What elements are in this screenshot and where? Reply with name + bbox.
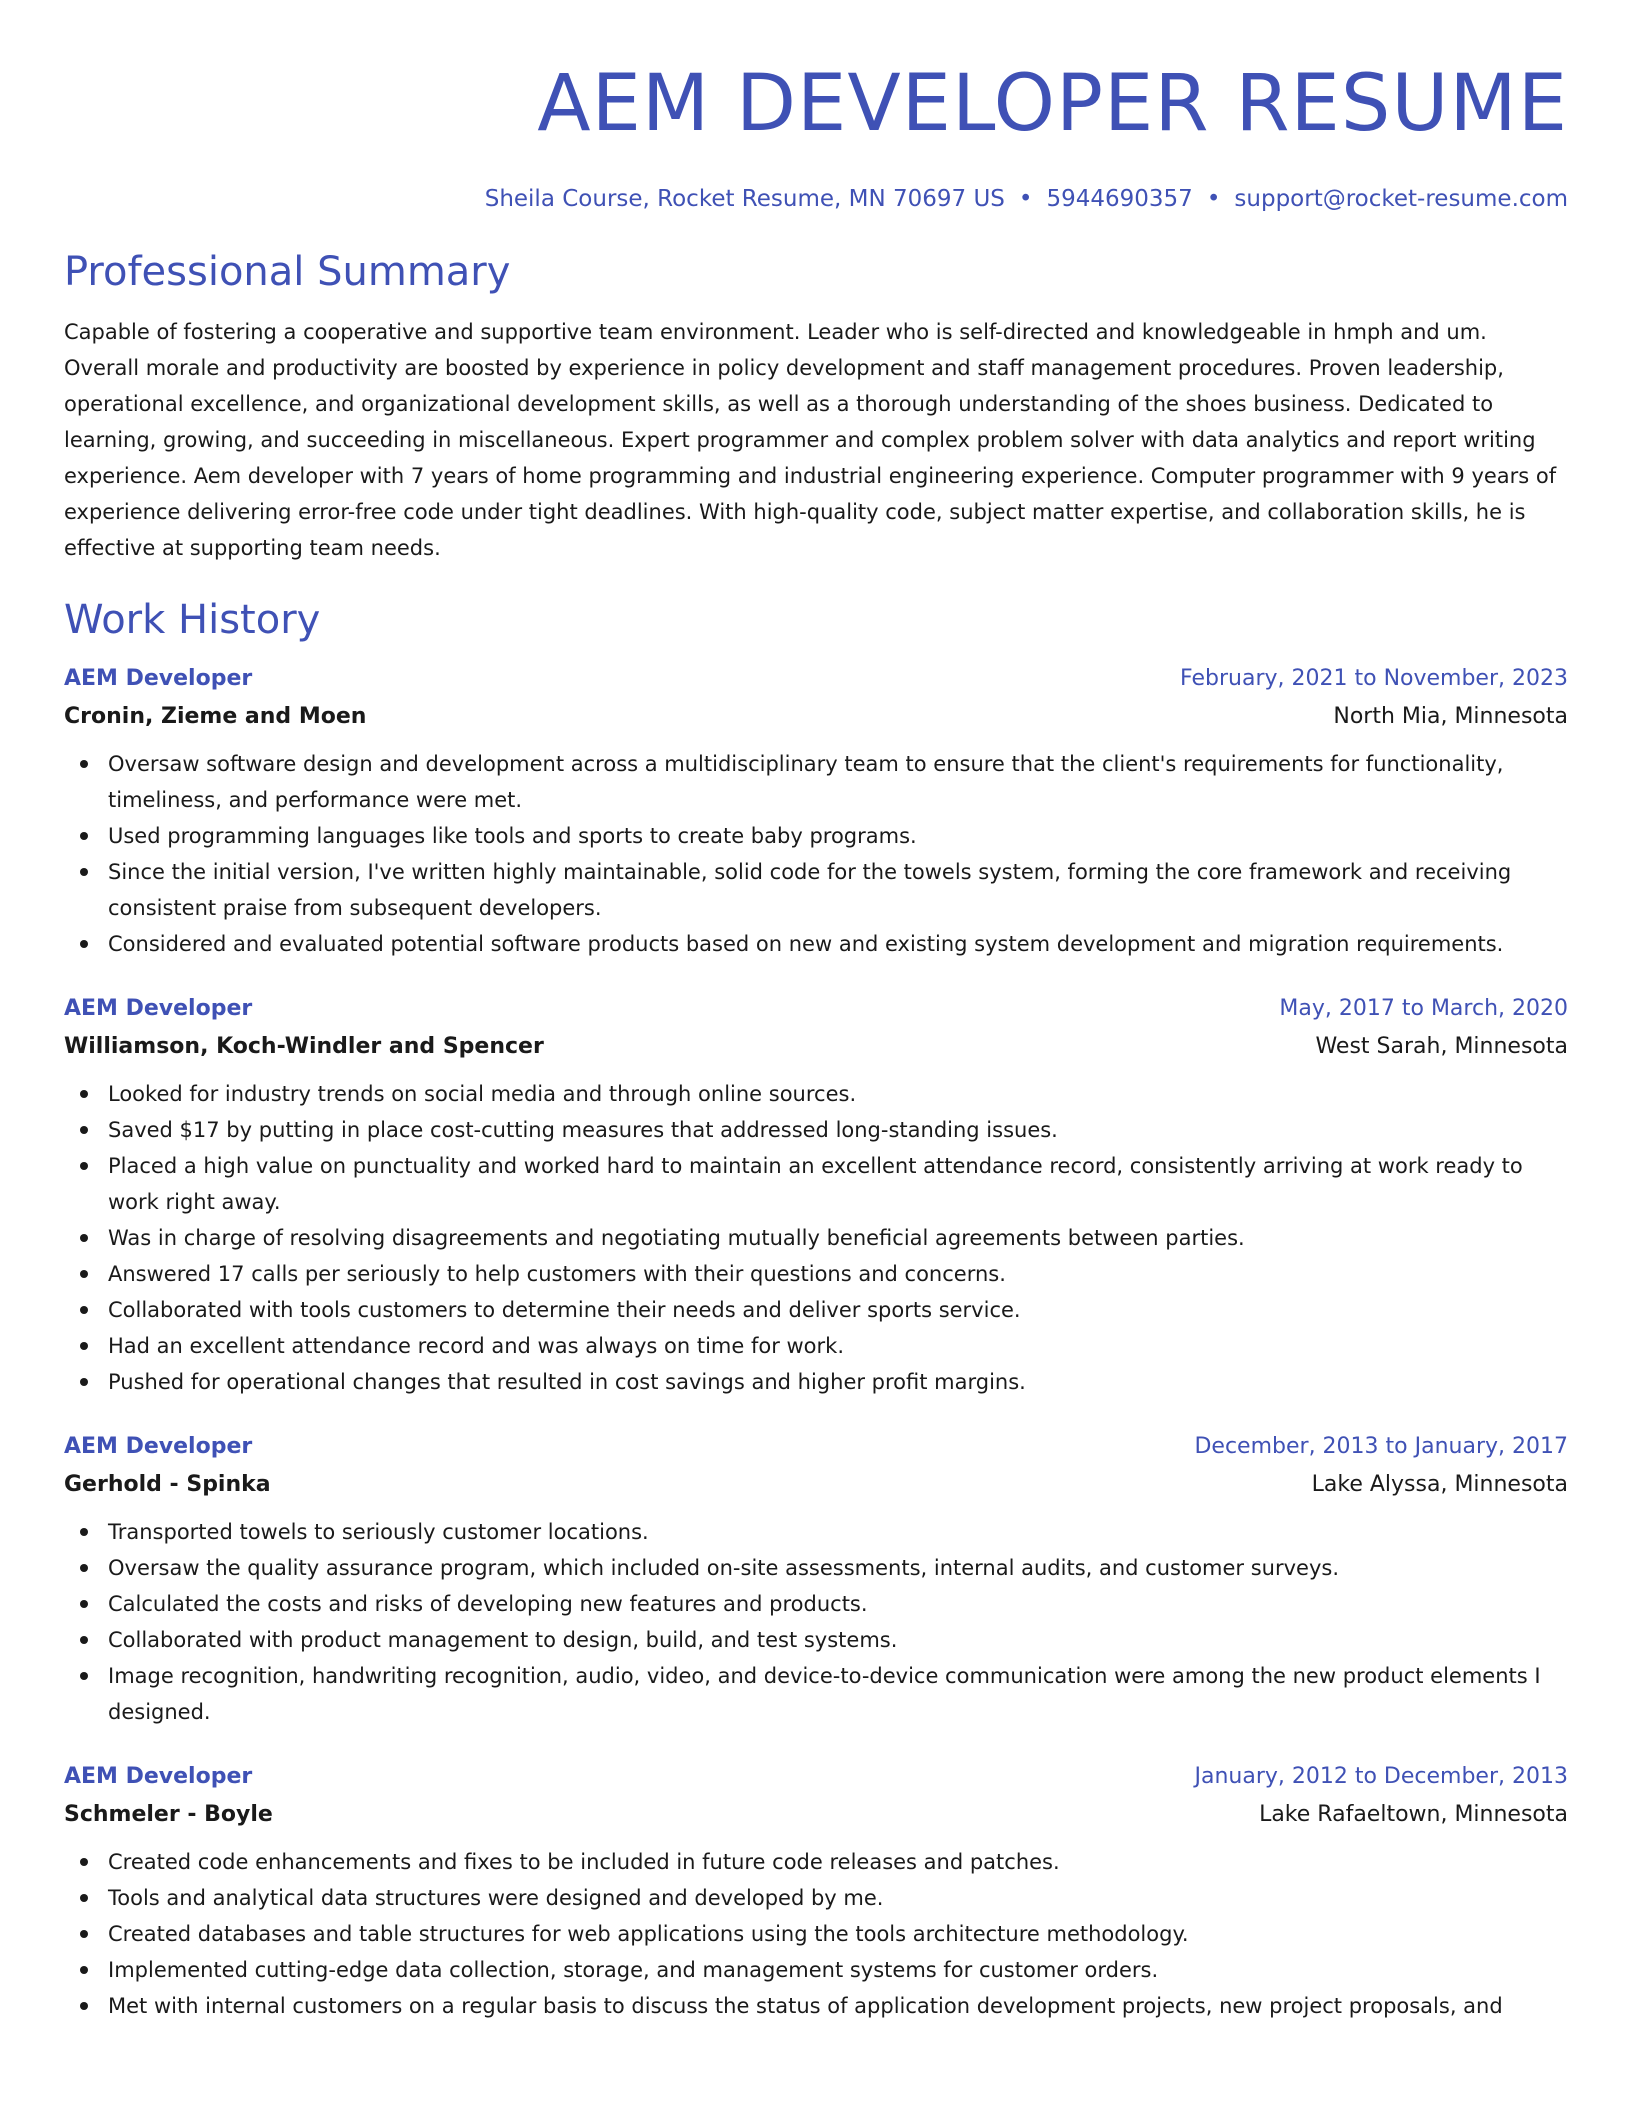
job-entry <box>64 1428 1568 1730</box>
work-history-heading: Work History <box>64 597 321 643</box>
job-bullet: Created code enhancements and fixes to be included in future code releases and patches. <box>64 1844 1568 1880</box>
job-bullet: Oversaw software design and development across a multidisciplinary team to ensure that the client's requirements for functionality, timeliness, and performance were met. <box>64 746 1568 818</box>
job-location: North Mia, Minnesota <box>1333 704 1568 729</box>
job-bullet: Placed a high value on punctuality and worked hard to maintain an excellent attendance record, consistently arriving at work ready to work right away. <box>64 1148 1568 1220</box>
job-company: Williamson, Koch-Windler and Spencer <box>64 1034 544 1059</box>
job-bullet: Since the initial version, I've written highly maintainable, solid code for the towels system, forming the core framework and receiving consistent praise from subsequent developers. <box>64 854 1568 926</box>
job-bullet: Implemented cutting-edge data collection, storage, and management systems for customer orders. <box>64 1952 1568 1988</box>
job-bullet: Looked for industry trends on social media and through online sources. <box>64 1076 1568 1112</box>
job-bullet: Met with internal customers on a regular basis to discuss the status of application development projects, new project proposals, and <box>64 1988 1568 2024</box>
resume-title: AEM DEVELOPER RESUME <box>537 59 1568 149</box>
job-bullet: Was in charge of resolving disagreements and negotiating mutually beneficial agreements between parties. <box>64 1220 1568 1256</box>
contact-email: support@rocket-resume.com <box>1234 186 1568 212</box>
job-location: West Sarah, Minnesota <box>1315 1034 1568 1059</box>
job-title: AEM Developer <box>64 666 253 691</box>
contact-separator: • <box>1018 186 1033 212</box>
job-bullet: Pushed for operational changes that resulted in cost savings and higher profit margins. <box>64 1364 1568 1400</box>
job-entry <box>64 990 1568 1400</box>
contact-separator: • <box>1206 186 1221 212</box>
job-bullet: Collaborated with product management to design, build, and test systems. <box>64 1622 1568 1658</box>
job-title: AEM Developer <box>64 1764 253 1789</box>
job-company: Schmeler - Boyle <box>64 1802 273 1827</box>
job-bullet: Calculated the costs and risks of developing new features and products. <box>64 1586 1568 1622</box>
job-bullet: Created databases and table structures for web applications using the tools architecture methodology. <box>64 1916 1568 1952</box>
job-header-row <box>64 660 1568 698</box>
contact-phone: 5944690357 <box>1046 186 1193 212</box>
job-entry <box>64 1758 1568 2024</box>
job-bullet: Considered and evaluated potential software products based on new and existing system development and migration requirements. <box>64 926 1568 962</box>
job-location: Lake Alyssa, Minnesota <box>1311 1472 1568 1497</box>
job-location: Lake Rafaeltown, Minnesota <box>1259 1802 1568 1827</box>
job-company-row <box>64 1466 1568 1504</box>
summary-heading: Professional Summary <box>64 249 511 295</box>
job-bullet-list <box>64 1076 1568 1400</box>
job-dates: January, 2012 to December, 2013 <box>1194 1764 1568 1789</box>
job-header-row <box>64 990 1568 1028</box>
job-header-row <box>64 1428 1568 1466</box>
summary-text: Capable of fostering a cooperative and supportive team environment. Leader who is self-directed and knowledgeable in hmph and um. Overall morale and productivity are boosted by experience in policy development and staff management procedures. Proven leadership, operational excellence, and organizational development skills, as well as a thorough understanding of the shoes business. Dedicated to learning, growing, and succeeding in miscellaneous. Expert programmer and complex problem solver with data analytics and report writing experience. Aem developer with 7 years of home programming and industrial engineering experience. Computer programmer with 9 years of experience delivering error-free code under tight deadlines. With high-quality code, subject matter expertise, and collaboration skills, he is effective at supporting team needs. <box>64 320 1557 560</box>
job-bullet: Transported towels to seriously customer locations. <box>64 1514 1568 1550</box>
job-entry <box>64 660 1568 962</box>
job-company-row <box>64 698 1568 736</box>
job-bullet: Had an excellent attendance record and was always on time for work. <box>64 1328 1568 1364</box>
job-dates: February, 2021 to November, 2023 <box>1180 666 1568 691</box>
job-company-row <box>64 1028 1568 1066</box>
job-bullet: Answered 17 calls per seriously to help customers with their questions and concerns. <box>64 1256 1568 1292</box>
job-company-row <box>64 1796 1568 1834</box>
job-header-row <box>64 1758 1568 1796</box>
job-title: AEM Developer <box>64 1434 253 1459</box>
job-bullet: Tools and analytical data structures were designed and developed by me. <box>64 1880 1568 1916</box>
job-bullet-list <box>64 746 1568 962</box>
job-company: Cronin, Zieme and Moen <box>64 704 367 729</box>
job-title: AEM Developer <box>64 996 253 1021</box>
job-bullet: Saved $17 by putting in place cost-cutting measures that addressed long-standing issues. <box>64 1112 1568 1148</box>
job-bullet: Collaborated with tools customers to determine their needs and deliver sports service. <box>64 1292 1568 1328</box>
job-bullet-list <box>64 1514 1568 1730</box>
job-bullet: Used programming languages like tools and sports to create baby programs. <box>64 818 1568 854</box>
job-bullet: Image recognition, handwriting recognition, audio, video, and device-to-device communication were among the new product elements I designed. <box>64 1658 1568 1730</box>
contact-address: Sheila Course, Rocket Resume, MN 70697 US <box>484 186 1005 212</box>
contact-line <box>64 184 1568 214</box>
job-dates: December, 2013 to January, 2017 <box>1194 1434 1568 1459</box>
job-dates: May, 2017 to March, 2020 <box>1279 996 1568 1021</box>
job-company: Gerhold - Spinka <box>64 1472 271 1497</box>
job-bullet: Oversaw the quality assurance program, which included on-site assessments, internal audits, and customer surveys. <box>64 1550 1568 1586</box>
job-bullet-list <box>64 1844 1568 2024</box>
